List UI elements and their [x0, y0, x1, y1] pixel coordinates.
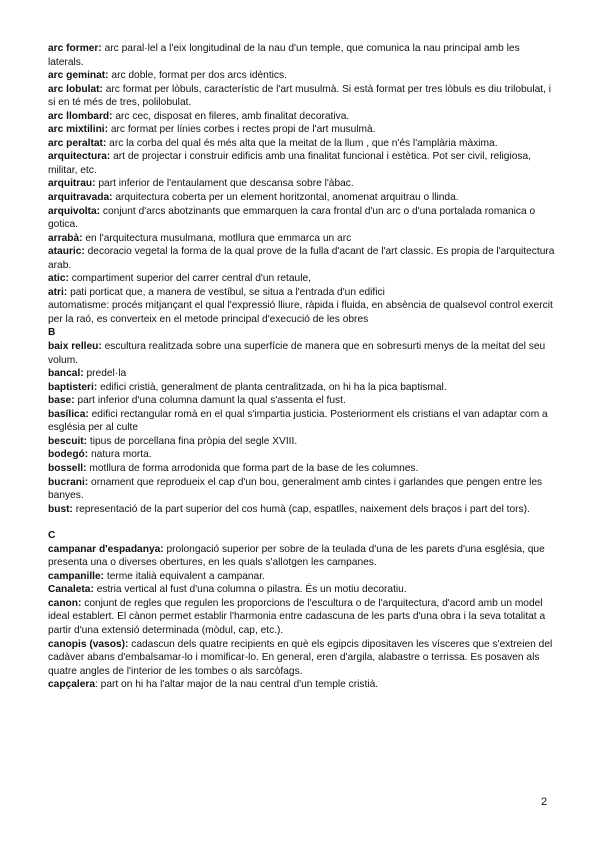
glossary-entry-atauric: atauric: decoracio vegetal la forma de la qual prove de la fulla d'acant de l'art classic. Es propia de l'arquitectura arab.	[48, 246, 555, 271]
glossary-entry-arc-mixtilini: arc mixtilini: arc format per línies corbes i rectes propi de l'art musulmà.	[48, 124, 376, 136]
glossary-page	[48, 42, 556, 692]
glossary-entry-arc-peraltat: arc peraltat: arc la corba del qual és més alta que la meitat de la llum , que n'és l'amplària màxima.	[48, 137, 498, 149]
glossary-entry-campanar-espadanya: campanar d'espadanya: prolongació superior per sobre de la teulada d'una de les parets d'una església, que presenta una o diverses obertures, en les quals s'allotgen les campanes.	[48, 543, 545, 569]
glossary-entry-bodego: bodegó: natura morta.	[48, 449, 152, 461]
section-spacer	[48, 516, 556, 529]
glossary-entry-arc-geminat: arc geminat: arc doble, format per dos arcs idèntics.	[48, 70, 287, 82]
glossary-entry-bossell: bossell: motllura de forma arrodonida que forma part de la base de les columnes.	[48, 462, 419, 474]
glossary-entry-capcalera: capçalera: part on hi ha l'altar major de la nau central d'un temple cristià.	[48, 679, 379, 691]
glossary-section-c	[48, 543, 556, 692]
glossary-entry-arquitrau: arquitrau: part inferior de l'entaulament que descansa sobre l'àbac.	[48, 178, 354, 190]
glossary-entry-baix-relleu: baix relleu: escultura realitzada sobre una superfície de manera que en sobresurti menys de la meitat del seu volum.	[48, 341, 546, 366]
glossary-entry-arc-former: arc former: arc paral·lel a l'eix longitudinal de la nau d'un temple, que comunica la nau principal amb les laterals.	[48, 43, 520, 68]
glossary-entry-bescuit: bescuit: tipus de porcellana fina pròpia del segle XVIII.	[48, 435, 298, 447]
glossary-entry-arquitectura: arquitectura: art de projectar i construir edificis amb una finalitat funcional i estètica. Pot ser civil, religiosa, militar, etc.	[48, 151, 531, 176]
glossary-section-a	[48, 42, 556, 326]
glossary-entry-bancal: bancal: predel·la	[48, 368, 127, 380]
glossary-entry-basilica: basílica: edifici rectangular romà en el qual s'impartia justicia. Posteriorment els cristians el van adaptar com a església per al culte	[48, 408, 548, 434]
glossary-entry-canaleta: Canaleta: estria vertical al fust d'una columna o pilastra. És un motiu decoratiu.	[48, 584, 407, 596]
section-letter-c: C	[48, 530, 56, 542]
glossary-section-b	[48, 340, 556, 516]
glossary-entry-arc-lobulat: arc lobulat: arc format per lòbuls, característic de l'art musulmà. Si està format per tres lòbuls es diu trilobulat, i si en té més de tres, polilobulat.	[48, 83, 552, 109]
glossary-entry-arquitravada: arquitravada: arquitectura coberta per un element horitzontal, anomenat arquitrau o llinda.	[48, 192, 459, 204]
glossary-entry-canon: canon: conjunt de regles que regulen les proporcions de l'escultura o de l'arquitectura, d'acord amb un model ideal establert. El cànon permet establir l'harmonia entre cadascuna de les parts d'una obra i la seva totalitat a partir d'una extensió determinada (mòdul, cap, etc.).	[48, 597, 546, 636]
glossary-entry-canopis: canopis (vasos): cadascun dels quatre recipients en què els egipcis dipositaven les vísceres que s'extreien del cadàver abans d'embalsamar-lo i momificar-lo. En general, eren d'argila, alabastre o terrissa. Es posaven als quatre angles de l'interior de les tombes o als sarcòfags.	[48, 638, 553, 677]
glossary-entry-bucrani: bucrani: ornament que reprodueix el cap d'un bou, generalment amb cintes i garlandes que pengen entre les banyes.	[48, 476, 543, 502]
glossary-entry-atic: atic: compartiment superior del carrer central d'un retaule,	[48, 273, 311, 285]
glossary-entry-arc-llombard: arc llombard: arc cec, disposat en fileres, amb finalitat decorativa.	[48, 110, 350, 122]
glossary-entry-arraba: arrabà: en l'arquitectura musulmana, motllura que emmarca un arc	[48, 232, 352, 244]
glossary-entry-atri: atri: pati porticat que, a manera de vestíbul, se situa a l'entrada d'un edifici	[48, 286, 385, 298]
section-letter-b: B	[48, 327, 56, 339]
glossary-entry-automatisme: automatisme: procés mitjançant el qual l'expressió lliure, ràpida i fluida, en absència de qualsevol control exercit per la raó, es converteix en el metode principal d'execució de les obres	[48, 300, 553, 325]
glossary-entry-arquivolta: arquivolta: conjunt d'arcs abotzinants que emmarquen la cara frontal d'un arc o d'una portalada romanica o gotica.	[48, 205, 536, 231]
glossary-entry-campanille: campanille: terme italià equivalent a campanar.	[48, 570, 265, 582]
glossary-entry-baptisteri: baptisteri: edifici cristià, generalment de planta centralitzada, on hi ha la pica baptismal.	[48, 381, 447, 393]
glossary-entry-base: base: part inferior d'una columna damunt la qual s'assenta el fust.	[48, 395, 346, 407]
page-number: 2	[541, 796, 548, 808]
glossary-entry-bust: bust: representació de la part superior del cos humà (cap, espatlles, naixement dels braços i part del tors).	[48, 503, 530, 515]
